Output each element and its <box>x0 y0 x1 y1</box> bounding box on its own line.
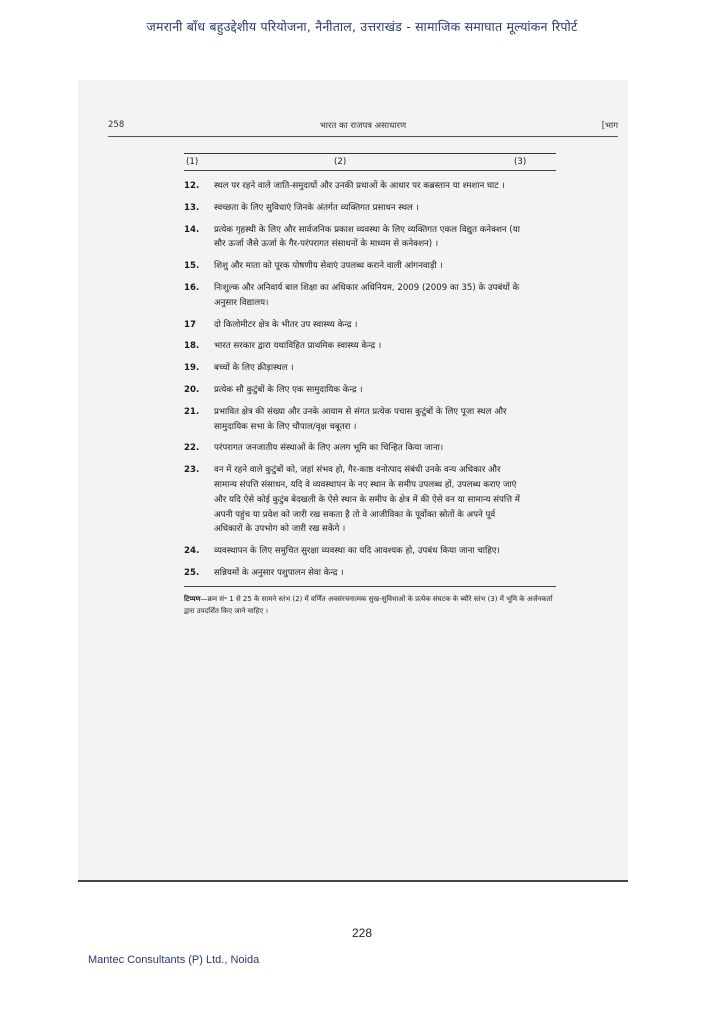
note-label: टिप्पण <box>184 594 201 603</box>
gazette-title: भारत का राजपत्र असाधारण <box>319 121 407 131</box>
table-row <box>184 361 556 376</box>
table-row <box>184 259 556 274</box>
table-row <box>184 339 556 354</box>
row-number: 21. <box>184 406 200 417</box>
gazette-header-rule <box>108 136 618 137</box>
footer-company: Mantec Consultants (P) Ltd., Noida <box>88 954 260 966</box>
page-number: 228 <box>351 926 373 940</box>
table-row <box>184 463 556 537</box>
row-number: 14. <box>184 224 200 235</box>
row-text: बच्चों के लिए क्रीड़ास्थल । <box>214 363 294 374</box>
row-text: परंपरागत जनजातीय संस्थाओं के लिए अलग भूमि का चिन्हित किया जाना। <box>214 443 444 454</box>
row-text: वन में रहने वाले कुटुंबों को, जहां संभव हो, गैर-काष्ठ वनोत्पाद संबंधी उनके वन्य अधिकार और सामान्य संपत्ति संसाधन, यदि वे व्यवस्थापन के नए स्थान के समीप उपलब्ध हों, उपलब्ध कराए जाएं और यदि ऐसे कोई कुटुंब बेदखली के ऐसे स्थान के समीप के क्षेत्र में की ऐसे वन या सामान्य संपत्ति में अपनी पहुंच या प्रवेश को जारी रख सकता है तो वे आजीविका के पूर्वोक्त स्रोतों के अपने पूर्व अधिकारों के उपभोग को जारी रख सकेंगे । <box>214 465 520 535</box>
row-number: 19. <box>184 363 200 374</box>
column-header-2: (2) <box>334 157 347 167</box>
table-row <box>184 318 556 333</box>
row-text: दो किलोमीटर क्षेत्र के भीतर उप स्वास्थ्य केन्द्र । <box>214 319 358 330</box>
row-text: प्रत्येक सौ कुटुंबों के लिए एक सामुदायिक केन्द्र । <box>214 384 363 395</box>
row-text: प्रत्येक गृहस्थी के लिए और सार्वजनिक प्रकाश व्यवस्था के लिए व्यक्तिगत एकल विद्युत कनेक्शन (या सौर ऊर्जा जैसे ऊर्जा के गैर-परंपरागत संसाधनों के माध्यम से कनेक्शन) । <box>214 224 520 250</box>
row-number: 15. <box>184 261 200 272</box>
table-rows <box>184 179 556 581</box>
row-text: भारत सरकार द्वारा यथाविहित प्राथमिक स्वास्थ्य केन्द्र । <box>214 341 382 352</box>
row-number: 20. <box>184 384 200 395</box>
table-row <box>184 566 556 581</box>
gazette-page-number: 258 <box>108 120 125 130</box>
row-number: 24. <box>184 546 200 557</box>
row-text: निःशुल्क और अनिवार्य बाल शिक्षा का अधिकार अधिनियम, 2009 (2009 का 35) के उपबंधों के अनुसार विद्यालय। <box>214 282 520 308</box>
table-row <box>184 281 556 311</box>
row-number: 17 <box>184 319 196 330</box>
row-number: 16. <box>184 282 200 293</box>
table-note <box>184 593 556 617</box>
note-text: —क्रम सं॰ 1 से 25 के सामने स्तंभ (2) में वर्णित अवसंरचनात्मक सुख-सुविधाओं के प्रत्येक संघटक के ब्यौरे स्तंभ (3) में भूमि के अर्जनकर्ता द्वारा उपदर्शित किए जाने चाहिए । <box>184 594 553 615</box>
table-row <box>184 179 556 194</box>
row-number: 12. <box>184 181 200 191</box>
scanned-gazette-page <box>78 80 628 882</box>
row-number: 23. <box>184 465 200 476</box>
table-row <box>184 441 556 456</box>
table-row <box>184 405 556 435</box>
row-number: 18. <box>184 341 200 352</box>
table-column-headers <box>184 153 556 171</box>
table-row <box>184 223 556 253</box>
row-number: 22. <box>184 443 200 454</box>
table-row <box>184 544 556 559</box>
row-number: 13. <box>184 202 200 213</box>
report-header: जमरानी बाँध बहुउद्देशीय परियोजना, नैनीताल, उत्तराखंड - सामाजिक समाघात मूल्यांकन रिपोर्ट <box>146 19 578 34</box>
amenities-table <box>184 153 556 617</box>
table-row <box>184 383 556 398</box>
row-text: प्रभावित क्षेत्र की संख्या और उनके आयाम से संगत प्रत्येक पचास कुटुंबों के लिए पूजा स्थल और सामुदायिक सभा के लिए चौपाल/वृक्ष चबूतरा । <box>214 406 507 432</box>
column-header-1: (1) <box>186 157 199 167</box>
row-text: स्वच्छता के लिए सुविधाएं जिनके अंतर्गत व्यक्तिगत प्रसाधन स्थल । <box>214 202 419 213</box>
row-text: व्यवस्थापन के लिए समुचित सुरक्षा व्यवस्था का यदि आवश्यक हो, उपबंध किया जाना चाहिए। <box>214 546 500 557</box>
row-text: शिशु और माता को पूरक पोषणीय सेवाएं उपलब्ध कराने वाली आंगनवाड़ी । <box>214 261 443 272</box>
table-row <box>184 201 556 216</box>
gazette-part: [भाग <box>601 121 618 131</box>
row-number: 25. <box>184 567 200 578</box>
table-bottom-rule <box>184 586 556 587</box>
row-text: स्थल पर रहने वाले जाति-समुदायों और उनकी प्रथाओं के आधार पर कब्रस्तान या श्मशान घाट । <box>214 181 505 191</box>
column-header-3: (3) <box>514 157 527 167</box>
row-text: सन्नियमों के अनुसार पशुपालन सेवा केन्द्र । <box>214 567 344 578</box>
